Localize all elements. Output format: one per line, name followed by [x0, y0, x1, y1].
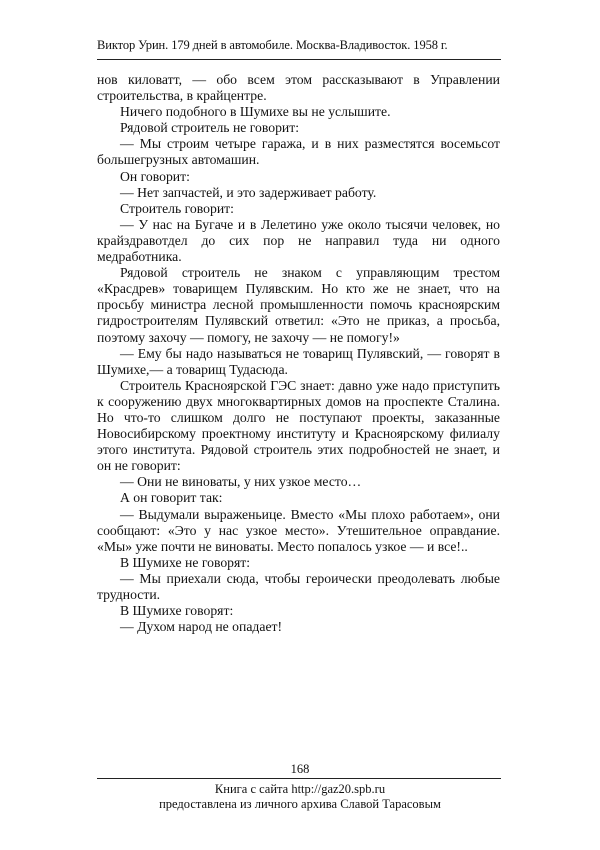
paragraph: — У нас на Бугаче и в Лелетино уже около тысячи человек, но крайздравотдел до сих пор не направил туда ни одного медработника.	[97, 216, 500, 265]
paragraph: — Выдумали выраженьице. Вместо «Мы плохо работаем», они сообщают: «Это у нас узкое место». Утешительное оправдание. «Мы» уже почти не виноваты. Место попалось узкое — и все!..	[97, 506, 500, 554]
paragraph: — Нет запчастей, и это задерживает работу.	[120, 184, 377, 200]
header-rule	[97, 59, 501, 60]
paragraph: В Шумихе не говорят:	[120, 554, 251, 570]
paragraph: — Мы приехали сюда, чтобы героически преодолевать любые трудности.	[97, 570, 500, 602]
running-header: Виктор Урин. 179 дней в автомобиле. Москва-Владивосток. 1958 г.	[97, 38, 448, 52]
footer-credit-line: предоставлена из личного архива Славой Тарасовым	[159, 797, 441, 811]
paragraph: Строитель Красноярской ГЭС знает: давно уже надо приступить к сооружению двух многоквартирных домов на проспекте Сталина. Но что-то слишком долго не поступают проекты, заказанные Новосибирскому проектному институту и Красноярскому филиалу этого института. Рядовой строитель этих подробностей не знает, и он не говорит:	[97, 377, 500, 474]
paragraph: — Они не виноваты, у них узкое место…	[120, 474, 362, 490]
footer-rule	[97, 778, 501, 779]
paragraph: Ничего подобного в Шумихе вы не услышите.	[120, 104, 391, 120]
paragraph: Рядовой строитель не знаком с управляющим трестом «Красдрев» товарищем Пулявским. Но кто же не знает, что на просьбу министра лесной промышленности помочь красноярским гидростроителям Пулявский ответил: «Это не приказ, а просьба, поэтому захочу — помогу, не захочу — не помогу!»	[97, 265, 500, 345]
paragraph: Рядовой строитель не говорит:	[120, 120, 300, 136]
page-number: 168	[290, 762, 310, 776]
footer-source-line: Книга с сайта http://gaz20.spb.ru	[214, 782, 386, 796]
paragraph: нов киловатт, — обо всем этом рассказывают в Управлении строительства, в крайцентре.	[97, 72, 500, 104]
footer	[0, 782, 600, 812]
paragraph: Строитель говорит:	[120, 200, 234, 216]
body-text	[97, 72, 500, 635]
paragraph: В Шумихе говорят:	[120, 603, 234, 619]
paragraph: Он говорит:	[120, 168, 190, 184]
paragraph: А он говорит так:	[120, 490, 223, 506]
paragraph: — Духом народ не опадает!	[120, 619, 283, 635]
paragraph: — Ему бы надо называться не товарищ Пулявский, — говорят в Шумихе,— а товарищ Тудасюда.	[97, 345, 500, 377]
paragraph: — Мы строим четыре гаража, и в них разместятся восемьсот большегрузных автомашин.	[97, 136, 500, 168]
